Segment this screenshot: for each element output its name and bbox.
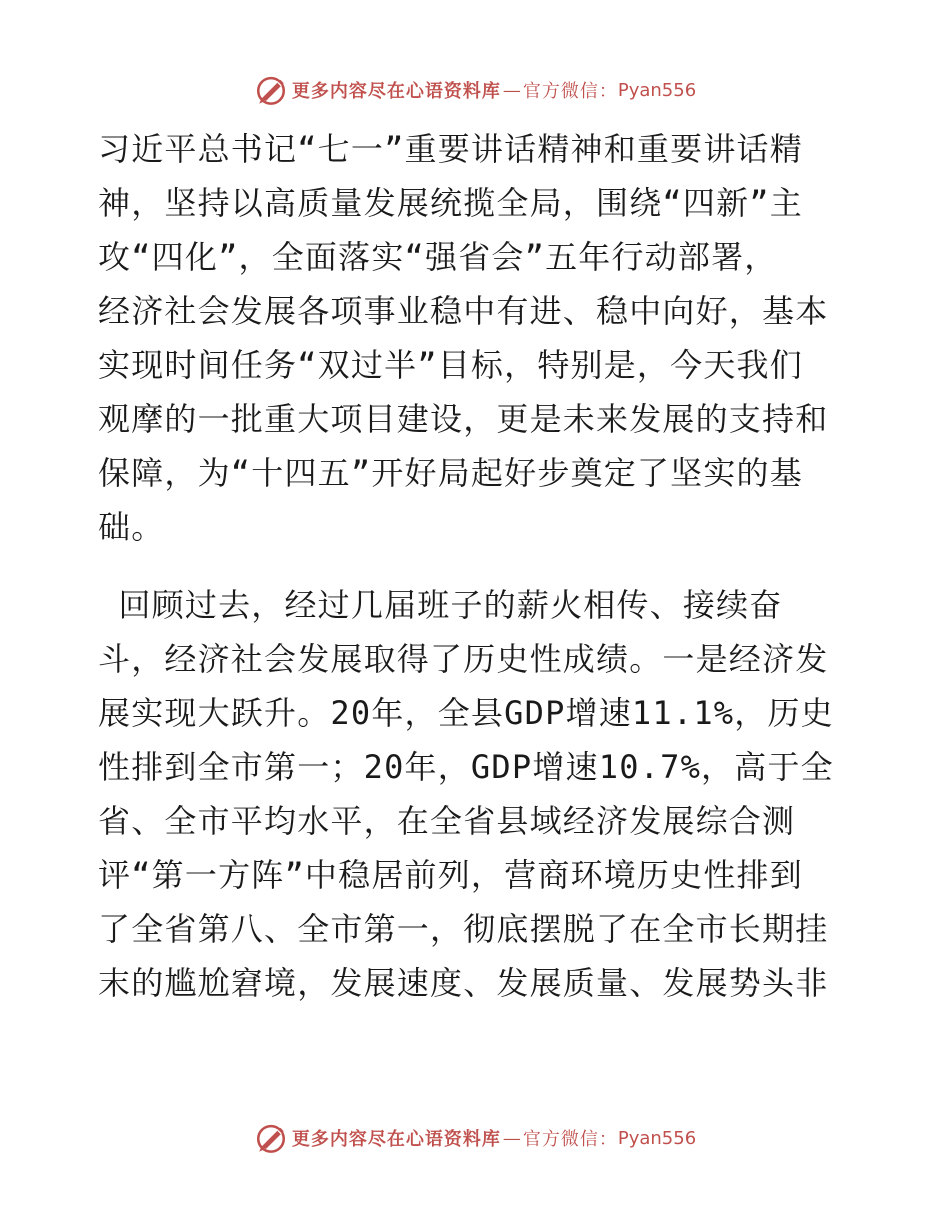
watermark-separator: — xyxy=(502,79,521,101)
text-line: 省、全市平均水平，在全省县域经济发展综合测 xyxy=(98,802,796,840)
text-line: 了全省第八、全市第一，彻底摆脱了在全市长期挂 xyxy=(98,910,829,948)
watermark-brand: 更多内容尽在心语资料库 xyxy=(291,1129,501,1150)
text-line: 回顾过去，经过几届班子的薪火相传、接续奋 xyxy=(98,586,783,624)
text-line: 末的尴尬窘境，发展速度、发展质量、发展势头非 xyxy=(98,964,829,1002)
text-line: 展实现大跃升。20年，全县GDP增速11.1%，历史 xyxy=(98,694,834,732)
document-body xyxy=(98,122,858,1010)
text-line: 评“第一方阵”中稳居前列，营商环境历史性排到 xyxy=(98,856,803,894)
paragraph-1 xyxy=(98,122,858,554)
watermark-wechat-id: Pyan556 xyxy=(617,79,697,101)
text-line: 性排到全市第一；20年，GDP增速10.7%，高于全 xyxy=(98,748,834,786)
text-line: 攻“四化”，全面落实“强省会”五年行动部署， xyxy=(98,238,778,276)
pen-logo-icon xyxy=(254,73,288,107)
text-line: 础。 xyxy=(98,508,165,546)
text-line: 实现时间任务“双过半”目标，特别是，今天我们 xyxy=(98,346,803,384)
watermark-label: 官方微信： xyxy=(522,1129,618,1150)
text-line: 经济社会发展各项事业稳中有进、稳中向好，基本 xyxy=(98,292,829,330)
watermark-brand: 更多内容尽在心语资料库 xyxy=(291,81,501,102)
header-watermark xyxy=(0,70,950,110)
text-line: 神，坚持以高质量发展统揽全局，围绕“四新”主 xyxy=(98,184,803,222)
text-line: 斗，经济社会发展取得了历史性成绩。一是经济发 xyxy=(98,640,829,678)
watermark-label: 官方微信： xyxy=(522,81,618,102)
watermark-separator: — xyxy=(502,1127,521,1149)
footer-watermark xyxy=(0,1118,950,1158)
text-line: 保障，为“十四五”开好局起好步奠定了坚实的基 xyxy=(98,454,803,492)
pen-logo-icon xyxy=(254,1121,288,1155)
paragraph-2 xyxy=(98,578,858,1010)
watermark-wechat-id: Pyan556 xyxy=(617,1127,697,1149)
text-line: 观摩的一批重大项目建设，更是未来发展的支持和 xyxy=(98,400,829,438)
text-line: 习近平总书记“七一”重要讲话精神和重要讲话精 xyxy=(98,130,803,168)
